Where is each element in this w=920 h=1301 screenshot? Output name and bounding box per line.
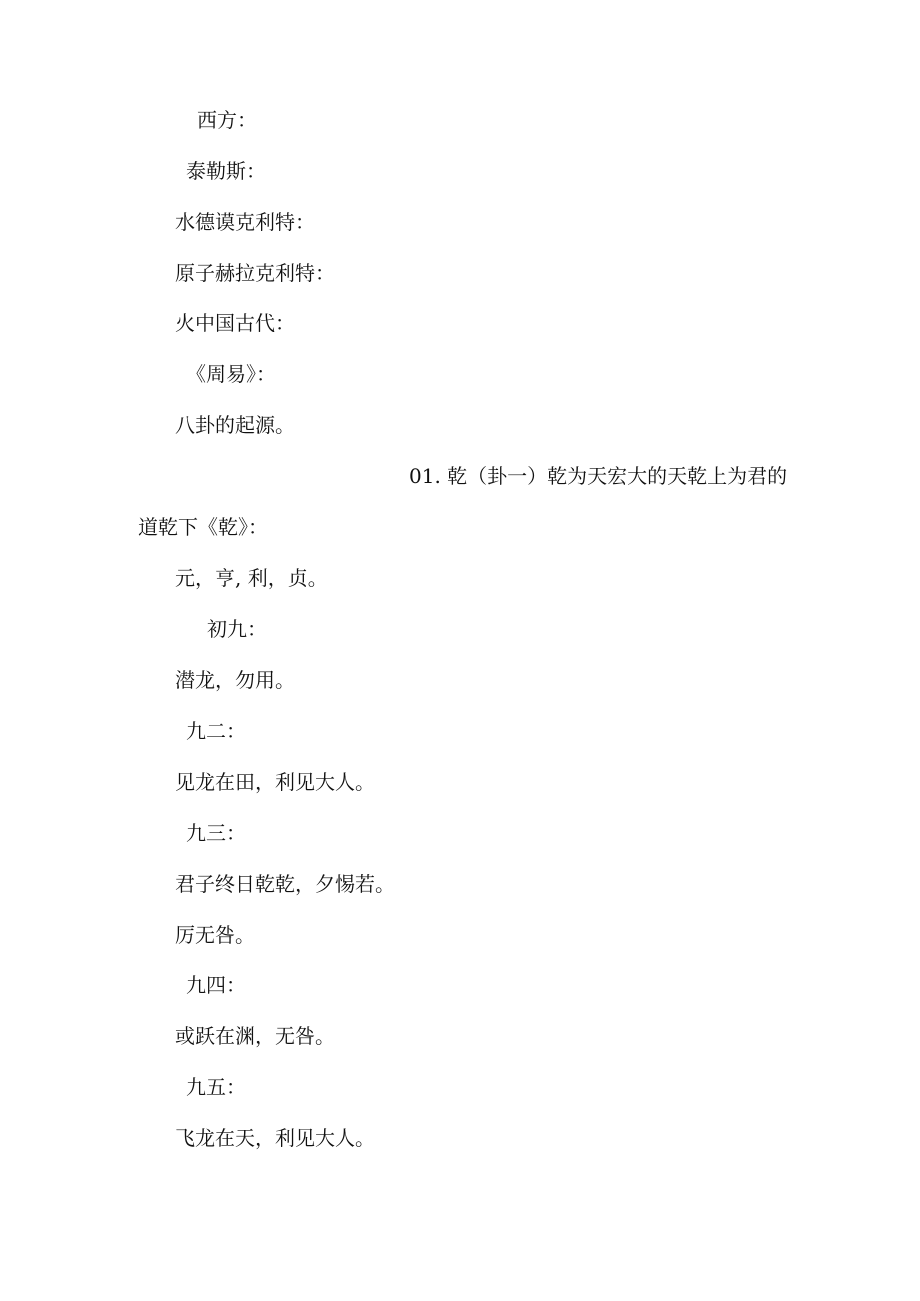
text-line: 厉无咎。 <box>175 923 255 947</box>
text-line: 九二： <box>186 719 246 743</box>
text-line: 原子赫拉克利特： <box>175 261 335 285</box>
text-line: 见龙在田，利见大人。 <box>175 770 375 794</box>
text-line: 九三： <box>186 821 246 845</box>
text-line: 《周易》： <box>186 362 276 386</box>
text-line: 九五： <box>186 1075 246 1099</box>
text-line: 八卦的起源。 <box>175 413 295 437</box>
text-line: 01. 乾（卦一）乾为天宏大的天乾上为君的 <box>409 464 788 488</box>
text-line: 西方： <box>197 108 257 132</box>
text-line: 水德谟克利特： <box>175 210 315 234</box>
text-line: 火中国古代： <box>175 311 295 335</box>
text-line: 初九： <box>207 617 267 641</box>
text-line: 或跃在渊，无咎。 <box>175 1024 335 1048</box>
text-line: 道乾下《乾》： <box>138 515 268 539</box>
text-line: 泰勒斯： <box>186 159 266 183</box>
text-line: 君子终日乾乾，夕惕若。 <box>175 872 395 896</box>
text-line: 潜龙，勿用。 <box>175 668 295 692</box>
text-line: 九四： <box>186 973 246 997</box>
text-line: 飞龙在天，利见大人。 <box>175 1126 375 1150</box>
text-line: 元，亨, 利，贞。 <box>175 566 328 590</box>
